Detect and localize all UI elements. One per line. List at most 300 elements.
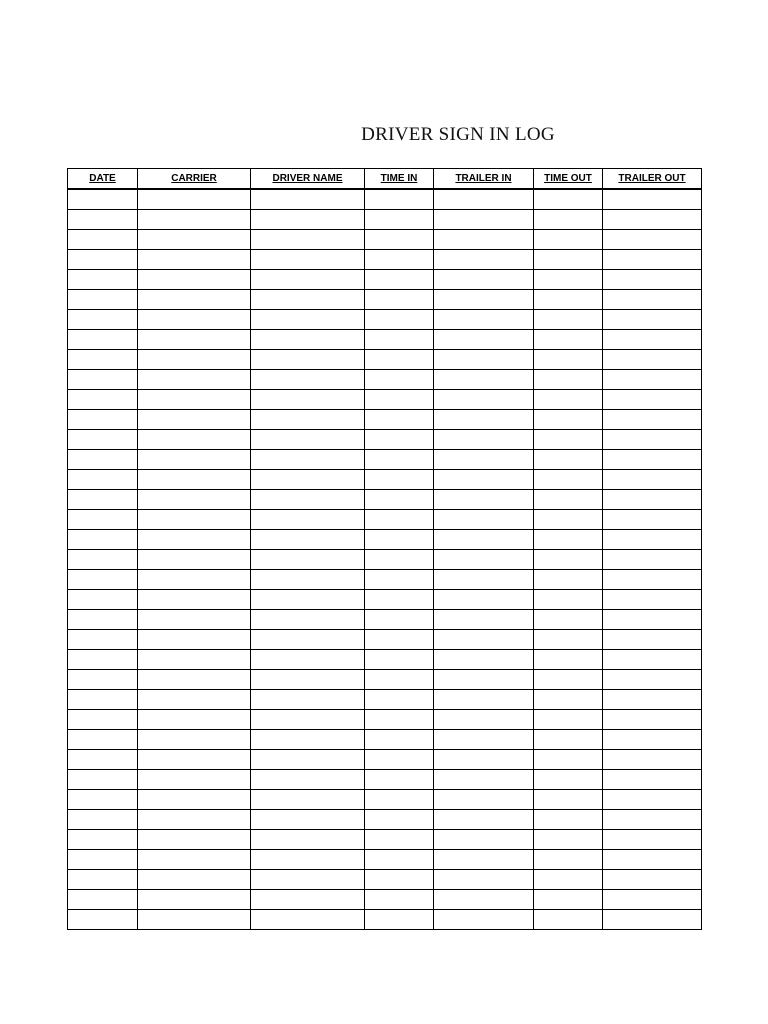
cell-trailer-out[interactable]: [603, 590, 702, 610]
cell-date[interactable]: [68, 189, 138, 210]
cell-carrier[interactable]: [138, 290, 251, 310]
cell-carrier[interactable]: [138, 350, 251, 370]
cell-carrier[interactable]: [138, 890, 251, 910]
cell-driver-name[interactable]: [251, 290, 365, 310]
cell-trailer-out[interactable]: [603, 570, 702, 590]
cell-driver-name[interactable]: [251, 750, 365, 770]
table-row: [68, 830, 702, 850]
cell-time-in[interactable]: [365, 570, 434, 590]
cell-time-out[interactable]: [534, 250, 603, 270]
cell-date[interactable]: [68, 690, 138, 710]
table-row: [68, 510, 702, 530]
cell-trailer-out[interactable]: [603, 510, 702, 530]
cell-trailer-in[interactable]: [434, 310, 534, 330]
cell-time-out[interactable]: [534, 870, 603, 890]
cell-time-in[interactable]: [365, 690, 434, 710]
cell-driver-name[interactable]: [251, 530, 365, 550]
cell-time-in[interactable]: [365, 350, 434, 370]
cell-time-in[interactable]: [365, 510, 434, 530]
cell-time-out[interactable]: [534, 390, 603, 410]
cell-carrier[interactable]: [138, 530, 251, 550]
cell-trailer-in[interactable]: [434, 330, 534, 350]
cell-driver-name[interactable]: [251, 570, 365, 590]
cell-driver-name[interactable]: [251, 670, 365, 690]
cell-carrier[interactable]: [138, 750, 251, 770]
cell-time-out[interactable]: [534, 570, 603, 590]
cell-date[interactable]: [68, 270, 138, 290]
column-header-trailer-out: TRAILER OUT: [603, 169, 702, 190]
cell-driver-name[interactable]: [251, 790, 365, 810]
cell-carrier[interactable]: [138, 210, 251, 230]
cell-trailer-in[interactable]: [434, 610, 534, 630]
cell-time-in[interactable]: [365, 730, 434, 750]
cell-carrier[interactable]: [138, 490, 251, 510]
table-row: [68, 710, 702, 730]
table-row: [68, 450, 702, 470]
cell-driver-name[interactable]: [251, 210, 365, 230]
table-row: [68, 470, 702, 490]
cell-driver-name[interactable]: [251, 890, 365, 910]
cell-time-in[interactable]: [365, 330, 434, 350]
cell-time-in[interactable]: [365, 490, 434, 510]
cell-trailer-out[interactable]: [603, 230, 702, 250]
cell-trailer-out[interactable]: [603, 470, 702, 490]
cell-driver-name[interactable]: [251, 390, 365, 410]
cell-time-in[interactable]: [365, 450, 434, 470]
cell-trailer-in[interactable]: [434, 270, 534, 290]
cell-time-out[interactable]: [534, 470, 603, 490]
cell-driver-name[interactable]: [251, 630, 365, 650]
cell-date[interactable]: [68, 330, 138, 350]
cell-driver-name[interactable]: [251, 470, 365, 490]
column-header-trailer-in: TRAILER IN: [434, 169, 534, 190]
cell-trailer-out[interactable]: [603, 270, 702, 290]
driver-sign-in-table: [67, 168, 702, 930]
cell-time-out[interactable]: [534, 530, 603, 550]
column-header-time-in: TIME IN: [365, 169, 434, 190]
cell-carrier[interactable]: [138, 189, 251, 210]
cell-trailer-in[interactable]: [434, 350, 534, 370]
cell-driver-name[interactable]: [251, 230, 365, 250]
cell-time-out[interactable]: [534, 910, 603, 930]
cell-carrier[interactable]: [138, 430, 251, 450]
cell-time-in[interactable]: [365, 790, 434, 810]
cell-trailer-out[interactable]: [603, 410, 702, 430]
cell-driver-name[interactable]: [251, 770, 365, 790]
cell-date[interactable]: [68, 250, 138, 270]
cell-date[interactable]: [68, 790, 138, 810]
cell-carrier[interactable]: [138, 570, 251, 590]
table-row: [68, 730, 702, 750]
cell-trailer-in[interactable]: [434, 590, 534, 610]
cell-carrier[interactable]: [138, 470, 251, 490]
cell-trailer-out[interactable]: [603, 350, 702, 370]
cell-trailer-out[interactable]: [603, 370, 702, 390]
cell-date[interactable]: [68, 570, 138, 590]
cell-trailer-out[interactable]: [603, 770, 702, 790]
cell-driver-name[interactable]: [251, 490, 365, 510]
cell-date[interactable]: [68, 770, 138, 790]
table-row: [68, 350, 702, 370]
table-row: [68, 570, 702, 590]
cell-date[interactable]: [68, 290, 138, 310]
cell-driver-name[interactable]: [251, 510, 365, 530]
cell-time-out[interactable]: [534, 270, 603, 290]
cell-trailer-out[interactable]: [603, 610, 702, 630]
cell-date[interactable]: [68, 350, 138, 370]
cell-time-out[interactable]: [534, 730, 603, 750]
cell-carrier[interactable]: [138, 670, 251, 690]
cell-carrier[interactable]: [138, 650, 251, 670]
table-row: [68, 390, 702, 410]
cell-time-in[interactable]: [365, 550, 434, 570]
cell-trailer-in[interactable]: [434, 910, 534, 930]
column-header-time-out: TIME OUT: [534, 169, 603, 190]
cell-time-in[interactable]: [365, 250, 434, 270]
cell-time-out[interactable]: [534, 670, 603, 690]
cell-time-out[interactable]: [534, 370, 603, 390]
cell-time-in[interactable]: [365, 370, 434, 390]
cell-time-in[interactable]: [365, 890, 434, 910]
cell-date[interactable]: [68, 310, 138, 330]
cell-time-in[interactable]: [365, 410, 434, 430]
cell-date[interactable]: [68, 910, 138, 930]
column-header-date: DATE: [68, 169, 138, 190]
cell-date[interactable]: [68, 410, 138, 430]
cell-trailer-out[interactable]: [603, 390, 702, 410]
cell-date[interactable]: [68, 490, 138, 510]
cell-trailer-out[interactable]: [603, 730, 702, 750]
table-row: [68, 870, 702, 890]
cell-trailer-in[interactable]: [434, 510, 534, 530]
table-row: [68, 910, 702, 930]
table-row: [68, 430, 702, 450]
cell-time-out[interactable]: [534, 330, 603, 350]
cell-carrier[interactable]: [138, 910, 251, 930]
cell-trailer-in[interactable]: [434, 710, 534, 730]
cell-time-in[interactable]: [365, 310, 434, 330]
cell-carrier[interactable]: [138, 370, 251, 390]
cell-time-in[interactable]: [365, 750, 434, 770]
cell-time-in[interactable]: [365, 270, 434, 290]
cell-driver-name[interactable]: [251, 450, 365, 470]
cell-time-in[interactable]: [365, 810, 434, 830]
cell-trailer-in[interactable]: [434, 750, 534, 770]
cell-trailer-in[interactable]: [434, 650, 534, 670]
cell-driver-name[interactable]: [251, 270, 365, 290]
cell-time-out[interactable]: [534, 890, 603, 910]
cell-trailer-in[interactable]: [434, 850, 534, 870]
cell-trailer-out[interactable]: [603, 330, 702, 350]
cell-trailer-in[interactable]: [434, 630, 534, 650]
cell-driver-name[interactable]: [251, 610, 365, 630]
cell-time-out[interactable]: [534, 630, 603, 650]
table-row: [68, 690, 702, 710]
cell-carrier[interactable]: [138, 230, 251, 250]
cell-trailer-out[interactable]: [603, 490, 702, 510]
cell-carrier[interactable]: [138, 310, 251, 330]
cell-trailer-in[interactable]: [434, 210, 534, 230]
cell-time-out[interactable]: [534, 790, 603, 810]
cell-date[interactable]: [68, 230, 138, 250]
cell-time-in[interactable]: [365, 210, 434, 230]
cell-date[interactable]: [68, 810, 138, 830]
cell-time-out[interactable]: [534, 750, 603, 770]
cell-driver-name[interactable]: [251, 710, 365, 730]
table-row: [68, 230, 702, 250]
table-row: [68, 590, 702, 610]
cell-trailer-in[interactable]: [434, 690, 534, 710]
cell-trailer-in[interactable]: [434, 390, 534, 410]
table-row: [68, 290, 702, 310]
cell-trailer-out[interactable]: [603, 890, 702, 910]
cell-trailer-in[interactable]: [434, 370, 534, 390]
cell-carrier[interactable]: [138, 270, 251, 290]
cell-carrier[interactable]: [138, 690, 251, 710]
cell-driver-name[interactable]: [251, 350, 365, 370]
cell-date[interactable]: [68, 630, 138, 650]
cell-driver-name[interactable]: [251, 690, 365, 710]
cell-time-out[interactable]: [534, 189, 603, 210]
cell-time-out[interactable]: [534, 810, 603, 830]
cell-carrier[interactable]: [138, 550, 251, 570]
cell-carrier[interactable]: [138, 330, 251, 350]
cell-carrier[interactable]: [138, 850, 251, 870]
cell-trailer-out[interactable]: [603, 210, 702, 230]
cell-driver-name[interactable]: [251, 550, 365, 570]
cell-trailer-out[interactable]: [603, 310, 702, 330]
cell-carrier[interactable]: [138, 790, 251, 810]
table-row: [68, 310, 702, 330]
cell-carrier[interactable]: [138, 450, 251, 470]
cell-trailer-in[interactable]: [434, 290, 534, 310]
cell-time-in[interactable]: [365, 650, 434, 670]
table-row: [68, 650, 702, 670]
cell-trailer-out[interactable]: [603, 290, 702, 310]
cell-trailer-in[interactable]: [434, 830, 534, 850]
cell-date[interactable]: [68, 210, 138, 230]
table-row: [68, 850, 702, 870]
cell-time-out[interactable]: [534, 830, 603, 850]
cell-driver-name[interactable]: [251, 830, 365, 850]
table-row: [68, 810, 702, 830]
table-row: [68, 670, 702, 690]
cell-trailer-out[interactable]: [603, 870, 702, 890]
cell-driver-name[interactable]: [251, 590, 365, 610]
cell-date[interactable]: [68, 530, 138, 550]
cell-time-out[interactable]: [534, 610, 603, 630]
cell-time-in[interactable]: [365, 189, 434, 210]
column-header-driver-name: DRIVER NAME: [251, 169, 365, 190]
column-header-carrier: CARRIER: [138, 169, 251, 190]
cell-time-in[interactable]: [365, 470, 434, 490]
cell-carrier[interactable]: [138, 510, 251, 530]
cell-time-in[interactable]: [365, 850, 434, 870]
cell-time-in[interactable]: [365, 830, 434, 850]
table-row: [68, 490, 702, 510]
cell-trailer-in[interactable]: [434, 250, 534, 270]
cell-time-out[interactable]: [534, 430, 603, 450]
cell-driver-name[interactable]: [251, 850, 365, 870]
cell-trailer-out[interactable]: [603, 530, 702, 550]
cell-trailer-in[interactable]: [434, 530, 534, 550]
cell-trailer-out[interactable]: [603, 430, 702, 450]
cell-driver-name[interactable]: [251, 410, 365, 430]
cell-carrier[interactable]: [138, 610, 251, 630]
cell-driver-name[interactable]: [251, 650, 365, 670]
cell-trailer-out[interactable]: [603, 690, 702, 710]
cell-date[interactable]: [68, 650, 138, 670]
table-row: [68, 210, 702, 230]
cell-carrier[interactable]: [138, 870, 251, 890]
cell-date[interactable]: [68, 830, 138, 850]
cell-time-out[interactable]: [534, 550, 603, 570]
cell-trailer-in[interactable]: [434, 870, 534, 890]
cell-trailer-in[interactable]: [434, 550, 534, 570]
cell-time-out[interactable]: [534, 490, 603, 510]
cell-trailer-in[interactable]: [434, 810, 534, 830]
cell-carrier[interactable]: [138, 410, 251, 430]
cell-time-out[interactable]: [534, 410, 603, 430]
cell-time-out[interactable]: [534, 770, 603, 790]
cell-time-in[interactable]: [365, 870, 434, 890]
cell-time-in[interactable]: [365, 590, 434, 610]
cell-date[interactable]: [68, 430, 138, 450]
cell-trailer-out[interactable]: [603, 710, 702, 730]
cell-trailer-out[interactable]: [603, 450, 702, 470]
cell-trailer-in[interactable]: [434, 410, 534, 430]
cell-trailer-out[interactable]: [603, 910, 702, 930]
cell-date[interactable]: [68, 470, 138, 490]
cell-time-out[interactable]: [534, 290, 603, 310]
cell-driver-name[interactable]: [251, 730, 365, 750]
cell-driver-name[interactable]: [251, 910, 365, 930]
cell-date[interactable]: [68, 450, 138, 470]
cell-date[interactable]: [68, 850, 138, 870]
cell-date[interactable]: [68, 750, 138, 770]
cell-date[interactable]: [68, 550, 138, 570]
cell-trailer-in[interactable]: [434, 450, 534, 470]
cell-driver-name[interactable]: [251, 250, 365, 270]
cell-time-in[interactable]: [365, 670, 434, 690]
table-header-row: [68, 169, 702, 190]
cell-date[interactable]: [68, 870, 138, 890]
cell-trailer-out[interactable]: [603, 810, 702, 830]
cell-carrier[interactable]: [138, 830, 251, 850]
cell-date[interactable]: [68, 610, 138, 630]
cell-date[interactable]: [68, 730, 138, 750]
cell-trailer-in[interactable]: [434, 670, 534, 690]
cell-trailer-in[interactable]: [434, 790, 534, 810]
cell-carrier[interactable]: [138, 810, 251, 830]
table-row: [68, 790, 702, 810]
cell-driver-name[interactable]: [251, 810, 365, 830]
cell-time-out[interactable]: [534, 510, 603, 530]
cell-time-in[interactable]: [365, 530, 434, 550]
cell-trailer-in[interactable]: [434, 490, 534, 510]
cell-date[interactable]: [68, 670, 138, 690]
cell-time-in[interactable]: [365, 630, 434, 650]
cell-time-out[interactable]: [534, 230, 603, 250]
cell-trailer-out[interactable]: [603, 630, 702, 650]
cell-trailer-in[interactable]: [434, 470, 534, 490]
cell-trailer-out[interactable]: [603, 250, 702, 270]
table-row: [68, 610, 702, 630]
table-row: [68, 630, 702, 650]
cell-driver-name[interactable]: [251, 330, 365, 350]
cell-time-in[interactable]: [365, 610, 434, 630]
cell-date[interactable]: [68, 890, 138, 910]
cell-carrier[interactable]: [138, 390, 251, 410]
cell-trailer-in[interactable]: [434, 230, 534, 250]
cell-trailer-in[interactable]: [434, 430, 534, 450]
cell-time-in[interactable]: [365, 390, 434, 410]
cell-trailer-out[interactable]: [603, 850, 702, 870]
cell-trailer-out[interactable]: [603, 790, 702, 810]
cell-time-out[interactable]: [534, 450, 603, 470]
cell-trailer-out[interactable]: [603, 750, 702, 770]
cell-time-in[interactable]: [365, 710, 434, 730]
table-row: [68, 750, 702, 770]
cell-driver-name[interactable]: [251, 430, 365, 450]
cell-time-out[interactable]: [534, 210, 603, 230]
cell-driver-name[interactable]: [251, 310, 365, 330]
cell-driver-name[interactable]: [251, 370, 365, 390]
cell-date[interactable]: [68, 710, 138, 730]
cell-carrier[interactable]: [138, 630, 251, 650]
cell-carrier[interactable]: [138, 250, 251, 270]
cell-time-out[interactable]: [534, 690, 603, 710]
cell-time-out[interactable]: [534, 590, 603, 610]
cell-trailer-in[interactable]: [434, 730, 534, 750]
cell-time-in[interactable]: [365, 290, 434, 310]
cell-date[interactable]: [68, 590, 138, 610]
page-title: DRIVER SIGN IN LOG: [361, 124, 555, 145]
cell-carrier[interactable]: [138, 730, 251, 750]
cell-trailer-out[interactable]: [603, 650, 702, 670]
cell-date[interactable]: [68, 390, 138, 410]
cell-trailer-out[interactable]: [603, 830, 702, 850]
cell-carrier[interactable]: [138, 770, 251, 790]
cell-date[interactable]: [68, 510, 138, 530]
cell-driver-name[interactable]: [251, 189, 365, 210]
cell-time-in[interactable]: [365, 430, 434, 450]
cell-trailer-in[interactable]: [434, 189, 534, 210]
cell-trailer-in[interactable]: [434, 890, 534, 910]
cell-trailer-out[interactable]: [603, 189, 702, 210]
cell-carrier[interactable]: [138, 590, 251, 610]
cell-date[interactable]: [68, 370, 138, 390]
cell-carrier[interactable]: [138, 710, 251, 730]
cell-trailer-out[interactable]: [603, 670, 702, 690]
cell-time-out[interactable]: [534, 350, 603, 370]
cell-time-in[interactable]: [365, 770, 434, 790]
table-row: [68, 550, 702, 570]
cell-driver-name[interactable]: [251, 870, 365, 890]
cell-time-out[interactable]: [534, 650, 603, 670]
cell-time-out[interactable]: [534, 710, 603, 730]
table-row: [68, 530, 702, 550]
cell-time-out[interactable]: [534, 310, 603, 330]
cell-time-out[interactable]: [534, 850, 603, 870]
cell-trailer-out[interactable]: [603, 550, 702, 570]
cell-trailer-in[interactable]: [434, 570, 534, 590]
table-row: [68, 189, 702, 210]
cell-time-in[interactable]: [365, 230, 434, 250]
table-row: [68, 270, 702, 290]
cell-trailer-in[interactable]: [434, 770, 534, 790]
cell-time-in[interactable]: [365, 910, 434, 930]
